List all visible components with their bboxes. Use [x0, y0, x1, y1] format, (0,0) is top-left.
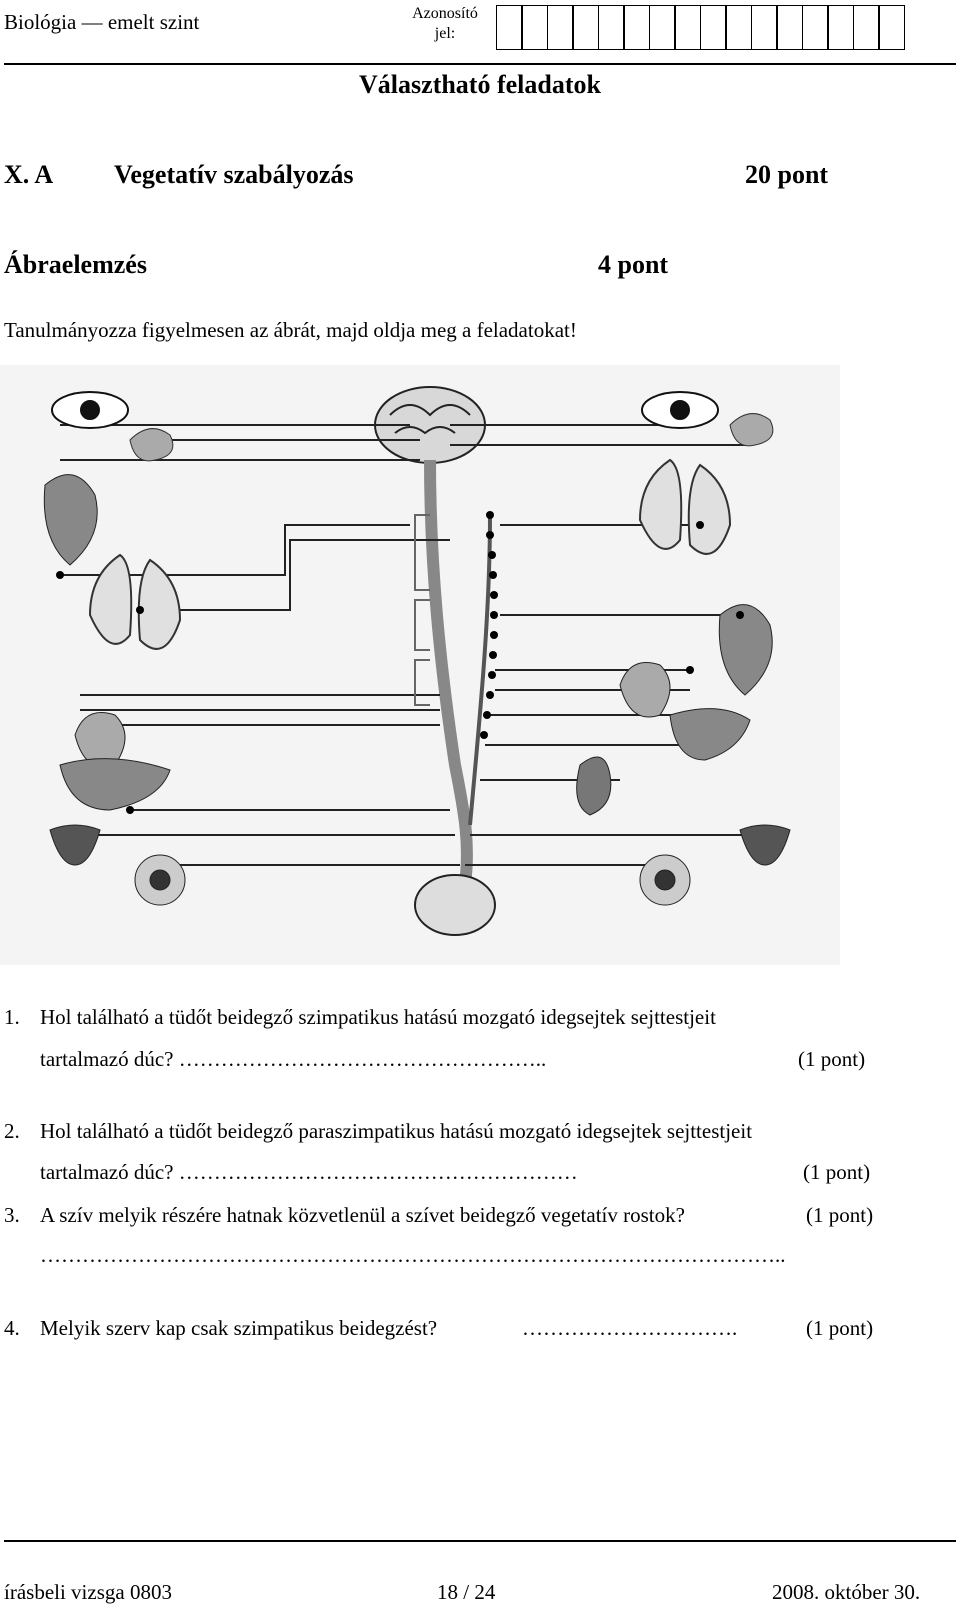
header-id-label-2: jel: [434, 25, 456, 42]
id-box[interactable] [496, 5, 523, 50]
answer-line[interactable]: tartalmazó dúc? …………………………………………….. [40, 1047, 547, 1071]
id-box[interactable] [623, 5, 650, 50]
task-points: 20 pont [745, 160, 829, 189]
id-box[interactable] [802, 5, 829, 50]
id-box[interactable] [751, 5, 778, 50]
header-id-label-1: Azonosító [412, 5, 478, 22]
question-points: (1 pont) [803, 1160, 871, 1184]
question-text: A szív melyik részére hatnak közvetlenül a szívet beidegző vegetatív rostok? [40, 1203, 685, 1227]
question-points: (1 pont) [806, 1203, 874, 1227]
eye-icon [52, 392, 128, 428]
footer-date: 2008. október 30. [772, 1580, 921, 1604]
question-text: Hol található a tüdőt beidegző paraszimpatikus hatású mozgató idegsejtek sejttestjeit [40, 1119, 753, 1143]
id-box[interactable] [572, 5, 599, 50]
footer-exam: írásbeli vizsga 0803 [4, 1580, 172, 1604]
id-box[interactable] [649, 5, 676, 50]
answer-line[interactable]: …………………………. [522, 1316, 738, 1340]
instruction: Tanulmányozza figyelmesen az ábrát, majd oldja meg a feladatokat! [4, 318, 577, 342]
id-box[interactable] [674, 5, 701, 50]
id-boxes [497, 5, 905, 50]
id-box[interactable] [598, 5, 625, 50]
question-points: (1 pont) [806, 1316, 874, 1340]
footer-rule [4, 1540, 956, 1542]
id-box[interactable] [521, 5, 548, 50]
id-box[interactable] [700, 5, 727, 50]
id-box[interactable] [853, 5, 880, 50]
header-subject: Biológia — emelt szint [4, 10, 200, 34]
id-box[interactable] [776, 5, 803, 50]
section-title: Választható feladatok [359, 70, 601, 99]
subtask-points: 4 pont [598, 250, 669, 279]
task-name: Vegetatív szabályozás [114, 160, 354, 189]
header-id-label [405, 4, 485, 44]
answer-line[interactable]: tartalmazó dúc? ………………………………………………… [40, 1160, 578, 1184]
id-box[interactable] [827, 5, 854, 50]
eye-icon [642, 392, 718, 428]
question-text: Melyik szerv kap csak szimpatikus beidegzést? [40, 1316, 438, 1340]
id-box[interactable] [725, 5, 752, 50]
header-rule [4, 63, 956, 65]
question-number: 2. [4, 1119, 20, 1143]
task-number: X. A [4, 160, 54, 189]
question-number: 3. [4, 1203, 20, 1227]
id-box[interactable] [878, 5, 905, 50]
question-number: 1. [4, 1005, 20, 1029]
question-text: Hol található a tüdőt beidegző szimpatikus hatású mozgató idegsejtek sejttestjeit [40, 1005, 716, 1029]
question-points: (1 pont) [798, 1047, 866, 1071]
answer-line[interactable]: …………………………………………………………………………………………….. [40, 1243, 786, 1267]
subtask-title: Ábraelemzés [4, 250, 147, 279]
question-number: 4. [4, 1316, 20, 1340]
autonomic-nervous-system-figure [0, 365, 840, 965]
id-box[interactable] [547, 5, 574, 50]
footer-page-number: 18 / 24 [437, 1580, 496, 1604]
